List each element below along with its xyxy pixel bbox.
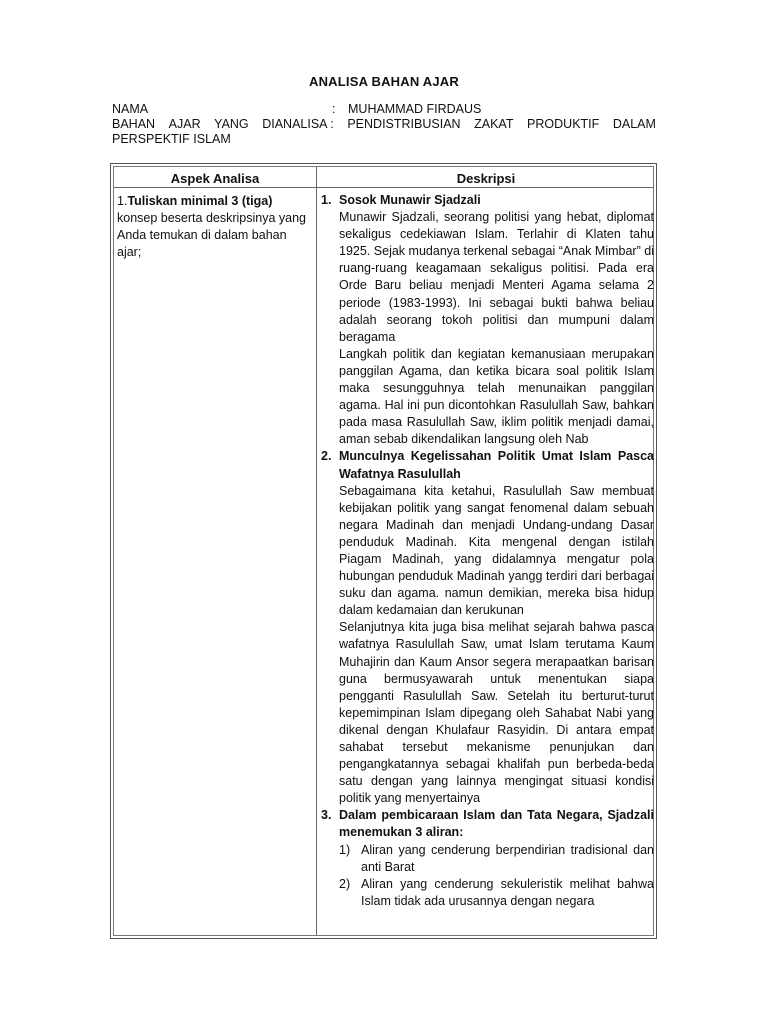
nama-label: NAMA — [112, 102, 149, 116]
bahan-word: AJAR — [168, 117, 201, 131]
header-divider — [114, 187, 653, 188]
deskripsi-cell — [321, 192, 654, 910]
nama-value: MUHAMMAD FIRDAUS — [348, 102, 482, 116]
table-inner-border — [113, 166, 654, 936]
section-paragraph: Munawir Sjadzali, seorang politisi yang hebat, diplomat sekaligus cedekiawan Islam. Terlahir di Klaten tahu 1925. Sejak mudanya terkenal sebagai “Anak Mimbar” di ruang-ruang keagamaan sekaligus politisi. Pada era Orde Baru beliau menjadi Menteri Agama selama 2 periode (1983-1993). Ini sebagai bukti bahwa beliau adalah seorang tokoh politisi dan mumpuni dalam beragama — [339, 210, 654, 344]
section-number: 1. — [321, 193, 332, 207]
section-heading — [321, 192, 654, 209]
aspek-cell — [117, 193, 312, 261]
header-aspek-analisa: Aspek Analisa — [170, 171, 260, 186]
list-item — [321, 842, 654, 876]
bahan-word: YANG — [214, 117, 249, 131]
section-title: Dalam pembicaraan Islam dan Tata Negara, Sjadzali menemukan 3 aliran: — [339, 808, 654, 840]
section-number: 3. — [321, 808, 332, 823]
bahan-word: DALAM — [612, 117, 656, 131]
list-item-text: Aliran yang cenderung berpendirian tradisional dan anti Barat — [361, 842, 654, 874]
aspek-bold-text: Tuliskan minimal 3 (tiga) — [127, 194, 273, 208]
bahan-word: ZAKAT — [474, 117, 514, 131]
section-paragraph: Selanjutnya kita juga bisa melihat sejarah bahwa pasca wafatnya Rasulullah Saw, umat Islam terutama Kaum Muhajirin dan Kaum Ansor segera merapaatkan barisan guna bermusyawarah untuk menentukan siapa pengganti Rasulullah Saw. Setelah itu berturut-turut kepemimpinan Islam dipegang oleh Sahabat Nabi yang dikenal dengan Khulafaur Rasyidin. Di antara empat sahabat tersebut mekanisme penunjukan dan pengangkatannya sebagai khalifah pun berbeda-beda satu dengan yang lainnya mengingat situasi kondisi politik yang menyertainya — [339, 620, 654, 806]
section-title: Sosok Munawir Sjadzali — [339, 193, 481, 207]
analysis-table — [110, 163, 657, 939]
list-item — [321, 876, 654, 910]
section-number: 2. — [321, 449, 332, 464]
bahan-word: DIANALISA : — [262, 117, 334, 131]
bahan-continuation: PERSPEKTIF ISLAM — [112, 132, 231, 146]
nama-colon: : — [332, 102, 336, 116]
aspek-rest-text: konsep beserta deskripsinya yang Anda temukan di dalam bahan ajar; — [117, 211, 307, 259]
bahan-word: PRODUKTIF — [527, 117, 600, 131]
header-deskripsi: Deskripsi — [456, 171, 516, 186]
list-item-number: 1) — [339, 842, 351, 857]
section-title: Munculnya Kegelissahan Politik Umat Islam Pasca Wafatnya Rasulullah — [339, 449, 654, 481]
aspek-number: 1. — [117, 194, 128, 208]
meta-nama-row — [112, 102, 656, 117]
column-divider — [316, 167, 317, 935]
bahan-word: BAHAN — [112, 117, 156, 131]
section-heading — [321, 448, 654, 482]
meta-bahan-row — [112, 117, 656, 132]
section-paragraph: Sebagaimana kita ketahui, Rasulullah Saw membuat kebijakan politik yang sangat fenomenal dalam sebuah negara Madinah dan menjadi Undang-undang Dasar penduduk Madinah. Kita mengenal dengan istilah Piagam Madinah, yang didalamnya mengatur pola hubungan penduduk Madinah yangg terdiri dari berbagai suku dan agama. namun demikian, mereka bisa hidup dalam kedamaian dan kerukunan — [339, 483, 654, 618]
section-heading — [321, 807, 654, 841]
bahan-word: PENDISTRIBUSIAN — [347, 117, 461, 131]
document-title: ANALISA BAHAN AJAR — [309, 74, 459, 89]
meta-block — [112, 102, 656, 147]
section-paragraph: Langkah politik dan kegiatan kemanusiaan merupakan panggilan Agama, dan ketika bicara soal politik Islam maka sesungguhnya telah menunaikan panggilan agama. Hal ini pun dicontohkan Rasulullah Saw, bahkan pada masa Rasulullah Saw, iklim politik menjadi damai, aman sebab dikendalikan langsung oleh Nab — [339, 346, 654, 447]
list-item-number: 2) — [339, 876, 351, 891]
list-item-text: Aliran yang cenderung sekuleristik melihat bahwa Islam tidak ada urusannya dengan negara — [361, 876, 654, 908]
